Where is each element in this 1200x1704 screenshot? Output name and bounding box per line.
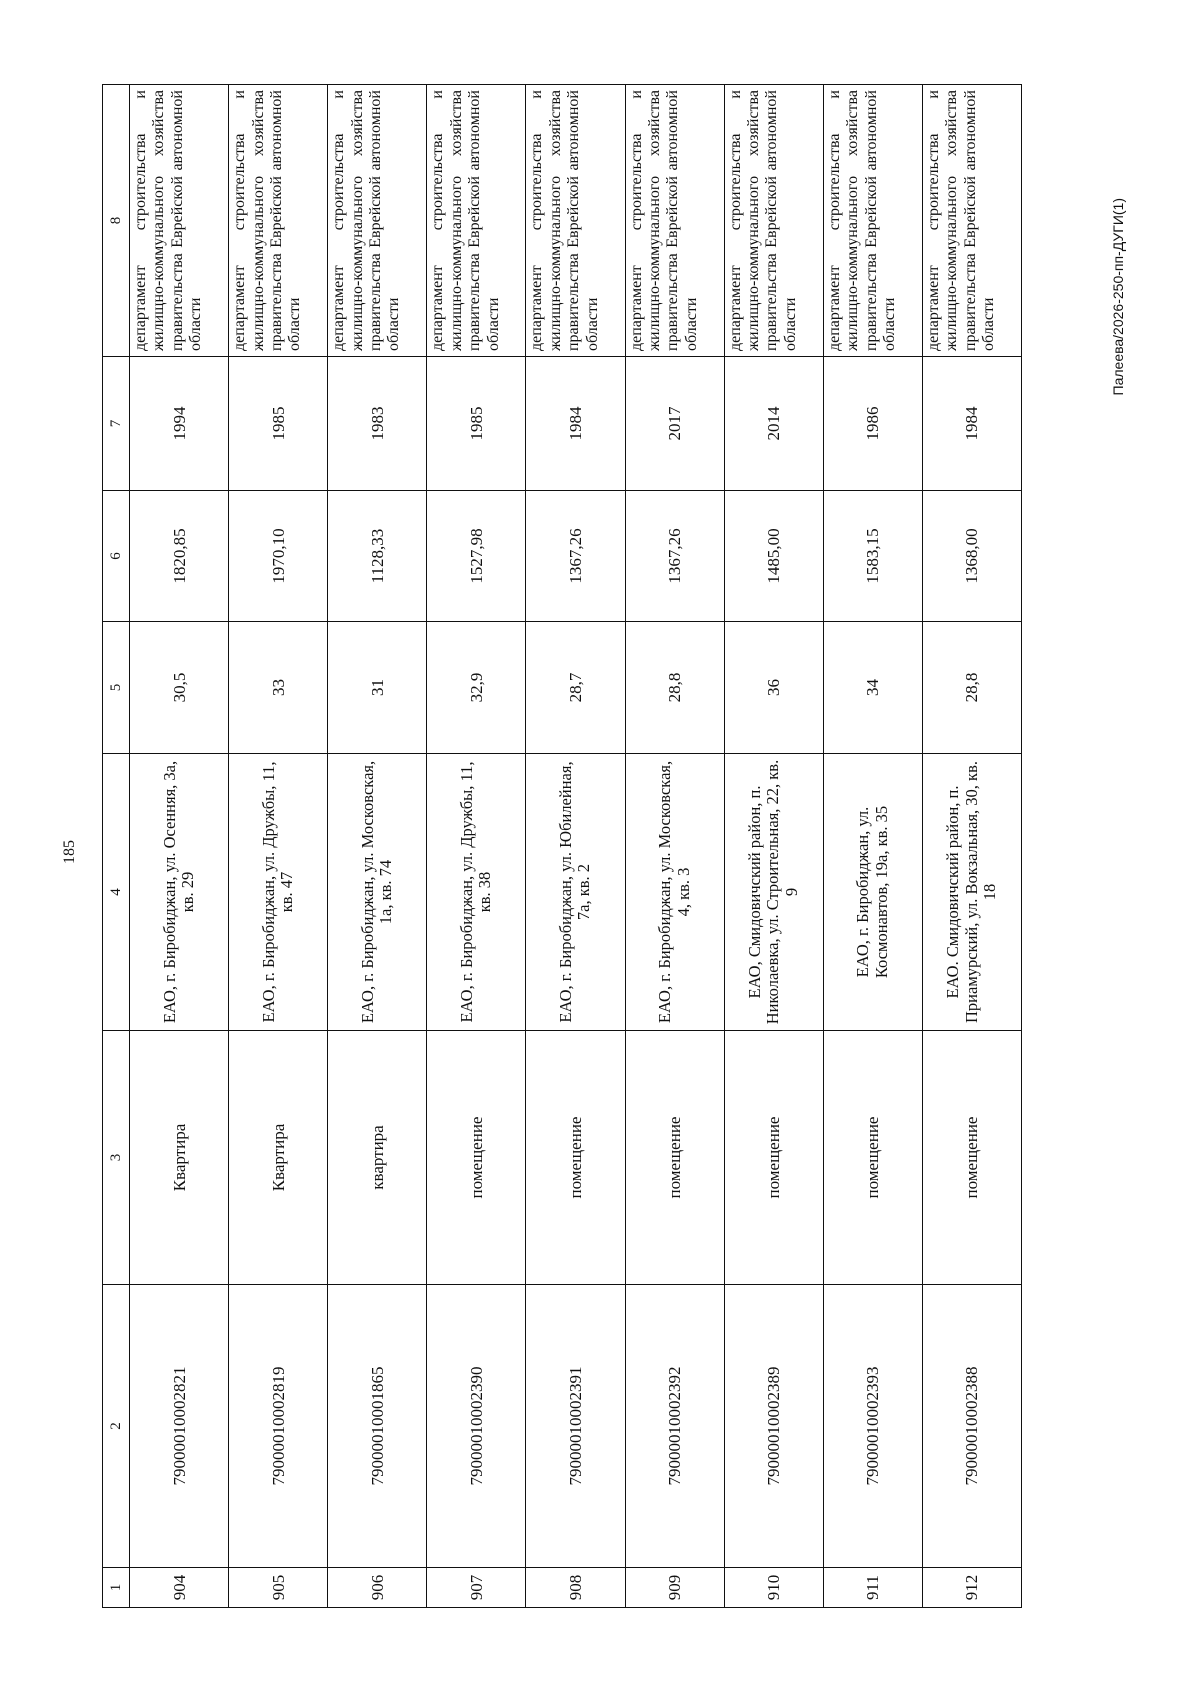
cadastral-number-cell: 79000010002391 [526,1285,625,1568]
table-header [103,85,130,1608]
column-header: 5 [103,622,130,754]
cadastral-number-cell: 79000010002392 [625,1285,724,1568]
year-cell: 1985 [229,357,328,491]
value-cell: 1583,15 [823,491,922,622]
year-cell: 1986 [823,357,922,491]
cadastral-number-cell: 79000010001865 [328,1285,427,1568]
holder-cell: департамент строительства и жилищно-коммунального хозяйства правительства Еврейской автономной области [229,85,328,357]
object-type-cell: Квартира [130,1031,229,1285]
address-cell: ЕАО, г. Биробиджан, ул. Московская, 1а, кв. 74 [328,754,427,1031]
value-cell: 1820,85 [130,491,229,622]
address-cell: ЕАО, г. Биробиджан, ул. Космонавтов, 19а, кв. 35 [823,754,922,1031]
object-type-cell: помещение [724,1031,823,1285]
table-row [922,85,1021,1608]
table-row [427,85,526,1608]
value-cell: 1367,26 [526,491,625,622]
column-header: 7 [103,357,130,491]
area-cell: 30,5 [130,622,229,754]
document-code-text: Палеева/2026-250-пп-ДУГИ(1) [1110,198,1126,396]
value-cell: 1368,00 [922,491,1021,622]
table-row [526,85,625,1608]
address-cell: ЕАО, г. Биробиджан, ул. Дружбы, 11, кв. 38 [427,754,526,1031]
table-row [724,85,823,1608]
address-cell: ЕАО, г. Биробиджан, ул. Московская, 4, кв. 3 [625,754,724,1031]
holder-cell: департамент строительства и жилищно-коммунального хозяйства правительства Еврейской автономной области [427,85,526,357]
column-header: 6 [103,491,130,622]
holder-cell: департамент строительства и жилищно-коммунального хозяйства правительства Еврейской автономной области [328,85,427,357]
row-number-cell: 911 [823,1568,922,1608]
object-type-cell: квартира [328,1031,427,1285]
area-cell: 28,8 [922,622,1021,754]
cadastral-number-cell: 79000010002819 [229,1285,328,1568]
value-cell: 1527,98 [427,491,526,622]
cadastral-number-cell: 79000010002393 [823,1285,922,1568]
row-number-cell: 907 [427,1568,526,1608]
row-number-cell: 910 [724,1568,823,1608]
year-cell: 1985 [427,357,526,491]
table-row [823,85,922,1608]
area-cell: 31 [328,622,427,754]
value-cell: 1367,26 [625,491,724,622]
address-cell: ЕАО, г. Биробиджан, ул. Юбилейная, 7а, кв. 2 [526,754,625,1031]
year-cell: 1983 [328,357,427,491]
object-type-cell: помещение [427,1031,526,1285]
value-cell: 1128,33 [328,491,427,622]
object-type-cell: помещение [922,1031,1021,1285]
value-cell: 1485,00 [724,491,823,622]
year-cell: 1984 [526,357,625,491]
address-cell: ЕАО, Смидовичский район, п. Николаевка, ул. Строительная, 22, кв. 9 [724,754,823,1031]
address-cell: ЕАО, г. Биробиджан, ул. Дружбы, 11, кв. 47 [229,754,328,1031]
area-cell: 34 [823,622,922,754]
page-number: 185 [61,840,78,864]
holder-cell: департамент строительства и жилищно-коммунального хозяйства правительства Еврейской автономной области [130,85,229,357]
row-number-cell: 912 [922,1568,1021,1608]
holder-cell: департамент строительства и жилищно-коммунального хозяйства правительства Еврейской автономной области [823,85,922,357]
address-cell: ЕАО. Смидовичский район, п. Приамурский, ул. Вокзальная, 30, кв. 18 [922,754,1021,1031]
column-header: 1 [103,1568,130,1608]
cadastral-number-cell: 79000010002388 [922,1285,1021,1568]
area-cell: 32,9 [427,622,526,754]
object-type-cell: Квартира [229,1031,328,1285]
year-cell: 1994 [130,357,229,491]
year-cell: 2017 [625,357,724,491]
year-cell: 1984 [922,357,1021,491]
registry-table-container [102,85,1022,1608]
row-number-cell: 904 [130,1568,229,1608]
area-cell: 28,8 [625,622,724,754]
column-header: 3 [103,1031,130,1285]
header-row [103,85,130,1608]
year-cell: 2014 [724,357,823,491]
holder-cell: департамент строительства и жилищно-коммунального хозяйства правительства Еврейской автономной области [526,85,625,357]
holder-cell: департамент строительства и жилищно-коммунального хозяйства правительства Еврейской автономной области [724,85,823,357]
table-row [328,85,427,1608]
object-type-cell: помещение [625,1031,724,1285]
row-number-cell: 906 [328,1568,427,1608]
holder-cell: департамент строительства и жилищно-коммунального хозяйства правительства Еврейской автономной области [625,85,724,357]
area-cell: 33 [229,622,328,754]
column-header: 8 [103,85,130,357]
table-row [130,85,229,1608]
area-cell: 28,7 [526,622,625,754]
row-number-cell: 909 [625,1568,724,1608]
row-number-cell: 905 [229,1568,328,1608]
table-body [130,85,1022,1608]
column-header: 4 [103,754,130,1031]
area-cell: 36 [724,622,823,754]
table-row [625,85,724,1608]
column-header: 2 [103,1285,130,1568]
cadastral-number-cell: 79000010002389 [724,1285,823,1568]
object-type-cell: помещение [823,1031,922,1285]
holder-cell: департамент строительства и жилищно-коммунального хозяйства правительства Еврейской автономной области [922,85,1021,357]
value-cell: 1970,10 [229,491,328,622]
cadastral-number-cell: 79000010002821 [130,1285,229,1568]
table-row [229,85,328,1608]
cadastral-number-cell: 79000010002390 [427,1285,526,1568]
address-cell: ЕАО, г. Биробиджан, ул. Осенняя, 3а, кв. 29 [130,754,229,1031]
registry-table [102,84,1022,1608]
row-number-cell: 908 [526,1568,625,1608]
object-type-cell: помещение [526,1031,625,1285]
